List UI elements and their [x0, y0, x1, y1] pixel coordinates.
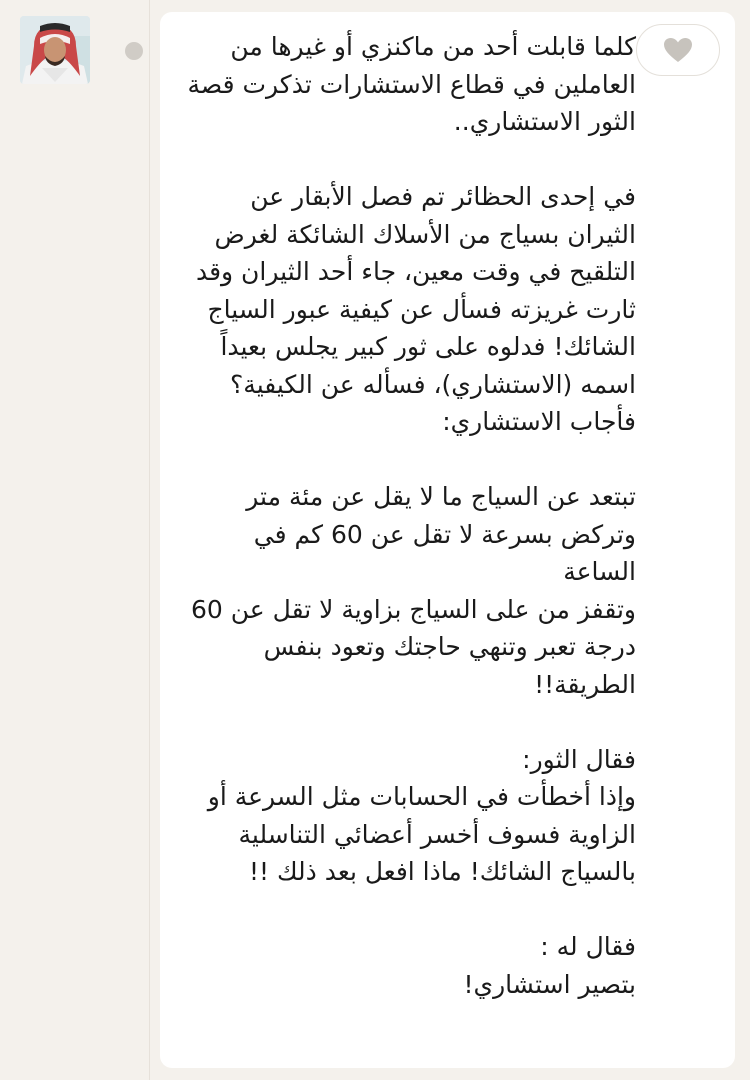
post-paragraph: في إحدى الحظائر تم فصل الأبقار عن الثيران بسياج من الأسلاك الشائكة لغرض التلقيح في وقت معين، جاء أحد الثيران وقد ثارت غريزته فسأل عن كيفية عبور السياج الشائك! فدلوه على ثور كبير يجلس بعيداً اسمه (الاستشاري)، فسأله عن الكيفية؟ فأجاب الاستشاري:: [195, 182, 636, 436]
avatar[interactable]: [20, 16, 90, 84]
post-paragraph: فقال له : بتصير استشاري!: [463, 932, 636, 999]
like-button[interactable]: [636, 24, 720, 76]
post-paragraph: فقال الثور: وإذا أخطأت في الحسابات مثل السرعة أو الزاوية فسوف أخسر أعضائي التناسلية بالسياج الشائك! ماذا افعل بعد ذلك !!: [207, 744, 636, 886]
post-paragraph: كلما قابلت أحد من ماكنزي أو غيرها من العاملين في قطاع الاستشارات تذكرت قصة الثور الاستشاري..: [187, 32, 636, 136]
paragraph-gap: [176, 141, 636, 179]
paragraph-gap: [176, 703, 636, 741]
timeline-sidebar: [0, 0, 150, 1080]
post-body: [176, 28, 636, 1003]
avatar-photo: [20, 16, 90, 84]
paragraph-gap: [176, 891, 636, 929]
heart-icon: [663, 37, 693, 63]
timeline-dot: [125, 42, 143, 60]
post-paragraph: تبتعد عن السياج ما لا يقل عن مئة متر وتركض بسرعة لا تقل عن 60 كم في الساعة وتقفز من على السياج بزاوية لا تقل عن 60 درجة تعبر وتنهي حاجتك وتعود بنفس الطريقة!!: [191, 482, 636, 699]
paragraph-gap: [176, 441, 636, 479]
